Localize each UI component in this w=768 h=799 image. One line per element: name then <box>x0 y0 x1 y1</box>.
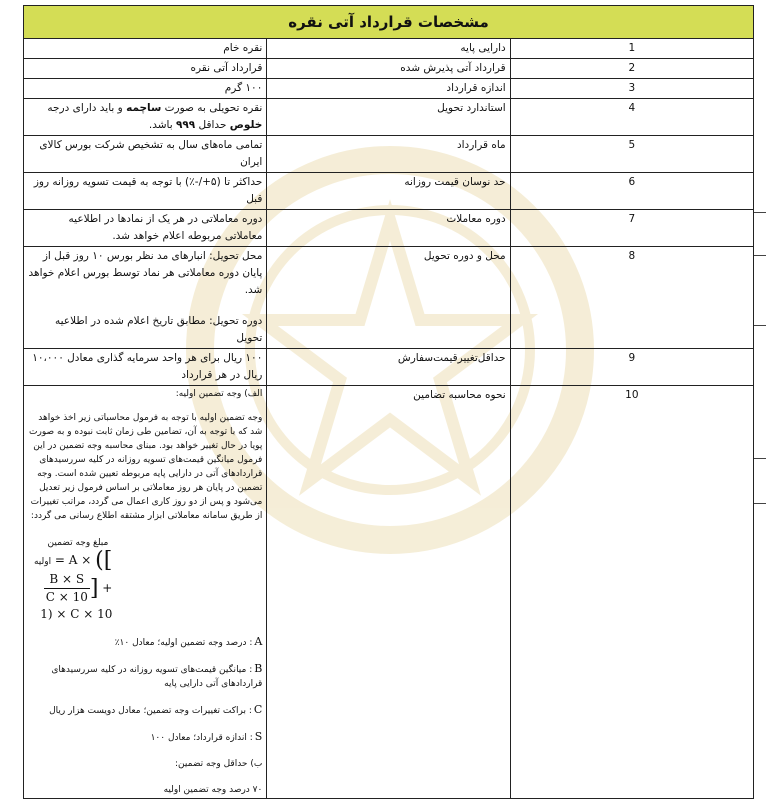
margin-calculation <box>24 386 267 799</box>
row-value: ۱۰۰ ریال برای هر واحد سرمایه گذاری معادل ۱۰،۰۰۰ ریال در هر قرارداد <box>24 349 267 386</box>
formula-numerator: B × S <box>44 571 90 589</box>
row-number: 4 <box>510 99 753 136</box>
row-label: دوره معاملات <box>267 210 510 247</box>
value-bold: خلوص <box>229 119 263 131</box>
edge-divider <box>754 458 766 459</box>
row-value <box>24 99 267 136</box>
table-row <box>24 386 754 799</box>
definition-var: C <box>253 703 263 716</box>
definition-text: : اندازه قرارداد؛ معادل ۱۰۰ <box>150 733 253 743</box>
row-value: نقره خام <box>24 39 267 59</box>
definition-text: : براکت تغییرات وجه تضمین؛ معادل دویست هزار ریال <box>49 706 252 716</box>
definition-text: : میانگین قیمت‌های تسویه روزانه در کلیه سررسیدهای قراردادهای آتی دارایی پایه <box>51 665 263 689</box>
table-row <box>24 99 754 136</box>
value-text: نقره تحویلی به صورت <box>161 102 263 114</box>
row-value <box>24 247 267 349</box>
formula-tail: + 1) × C × 10 <box>40 581 113 621</box>
table-row <box>24 39 754 59</box>
definition-var: A <box>254 635 263 648</box>
row-value: تمامی ماه‌های سال به تشخیص شرکت بورس کالای ایران <box>24 136 267 173</box>
edge-divider <box>754 503 766 504</box>
row-label: حد نوسان قیمت روزانه <box>267 173 510 210</box>
row-value: حداکثر تا (۵+/-٪) با توجه به قیمت تسویه روزانه روز قبل <box>24 173 267 210</box>
row-label: ماه قرارداد <box>267 136 510 173</box>
row-number: 9 <box>510 349 753 386</box>
row-number: 5 <box>510 136 753 173</box>
row-label: دارایی پایه <box>267 39 510 59</box>
edge-divider <box>754 255 766 256</box>
edge-divider <box>754 212 766 213</box>
row-value: قرارداد آتی نقره <box>24 59 267 79</box>
margin-formula: مبلغ وجه تضمین اولیه = A × ([ $\frac{B \times S}{C \times 10}$ ] + 1) × C × 10 <box>33 538 113 621</box>
table-row <box>24 173 754 210</box>
value-text: باشد. <box>148 119 176 131</box>
definition-line <box>28 635 262 650</box>
row-label: حداقل‌تغییرقیمت‌سفارش <box>267 349 510 386</box>
formula-denominator: C × 10 <box>45 590 88 604</box>
title-row <box>24 6 754 39</box>
value-text: حداقل <box>195 119 230 131</box>
table-row <box>24 349 754 386</box>
value-text: و باید دارای درجه <box>47 102 127 114</box>
value-bold: ۹۹۹ <box>175 119 196 131</box>
row-number: 8 <box>510 247 753 349</box>
formula-fraction <box>44 571 90 606</box>
row-label: محل و دوره تحویل <box>267 247 510 349</box>
table-row <box>24 59 754 79</box>
row-number: 10 <box>510 386 753 799</box>
minimum-margin-value: ۷۰ درصد وجه تضمین اولیه <box>163 785 263 795</box>
row-number: 3 <box>510 79 753 99</box>
formula-lhs-label: مبلغ وجه تضمین اولیه <box>33 538 109 567</box>
minimum-margin-heading: ب) حداقل وجه تضمین: <box>175 759 263 769</box>
table-row <box>24 210 754 247</box>
formula-equals: = A × <box>54 553 92 567</box>
delivery-place: محل تحویل: انبارهای مد نظر بورس ۱۰ روز قبل از پایان دوره معاملاتی هر نماد توسط بورس اعلام خواهد شد. <box>28 250 263 296</box>
row-label: نحوه محاسبه تضامین <box>267 386 510 799</box>
row-number: 6 <box>510 173 753 210</box>
definition-text: : درصد وجه تضمین اولیه؛ معادل ۱۰٪ <box>114 638 253 648</box>
definition-line <box>28 662 262 691</box>
margin-paragraph: وجه تضمین اولیه با توجه به فرمول محاسباتی زیر اخذ خواهد شد که با توجه به آن، تضامین طی زمان ثابت نبوده و به صورت پویا در حال تغییر خواهد بود. مبنای محاسبه وجه تضمین در این فرمول میانگین قیمت‌های تسویه روزانه در کلیه سررسیدهای قراردادهای آتی در دارایی پایه مربوطه تعیین شده است. وجه تضمین در پایان هر روز معاملاتی بر اساس فرمول زیر تعدیل می‌شود و پس از دو روز کاری اعمال می گردد، مراتب تغییرات از طریق سامانه معاملاتی ابزار مشتقه اطلاع رسانی می گردد: <box>29 413 263 521</box>
definition-line <box>28 730 262 745</box>
row-value: ۱۰۰ گرم <box>24 79 267 99</box>
edge-divider <box>754 325 766 326</box>
row-number: 7 <box>510 210 753 247</box>
table-row <box>24 136 754 173</box>
delivery-period: دوره تحویل: مطابق تاریخ اعلام شده در اطلاعیه تحویل <box>55 315 263 344</box>
row-label: استاندارد تحویل <box>267 99 510 136</box>
table-row <box>24 247 754 349</box>
row-label: قرارداد آتی پذیرش شده <box>267 59 510 79</box>
value-bold: ساچمه <box>126 102 162 114</box>
row-label: اندازه قرارداد <box>267 79 510 99</box>
definition-line <box>28 703 262 718</box>
spec-table <box>23 5 754 799</box>
definition-var: B <box>254 662 263 675</box>
initial-margin-heading: الف) وجه تضمین اولیه: <box>175 389 263 399</box>
row-number: 2 <box>510 59 753 79</box>
table-row <box>24 79 754 99</box>
row-value: دوره معاملاتی در هر یک از نمادها در اطلاعیه معاملاتی مربوطه اعلام خواهد شد. <box>24 210 267 247</box>
page-title: مشخصات قرارداد آتی نقره <box>24 6 754 39</box>
definition-var: S <box>254 730 263 743</box>
row-number: 1 <box>510 39 753 59</box>
